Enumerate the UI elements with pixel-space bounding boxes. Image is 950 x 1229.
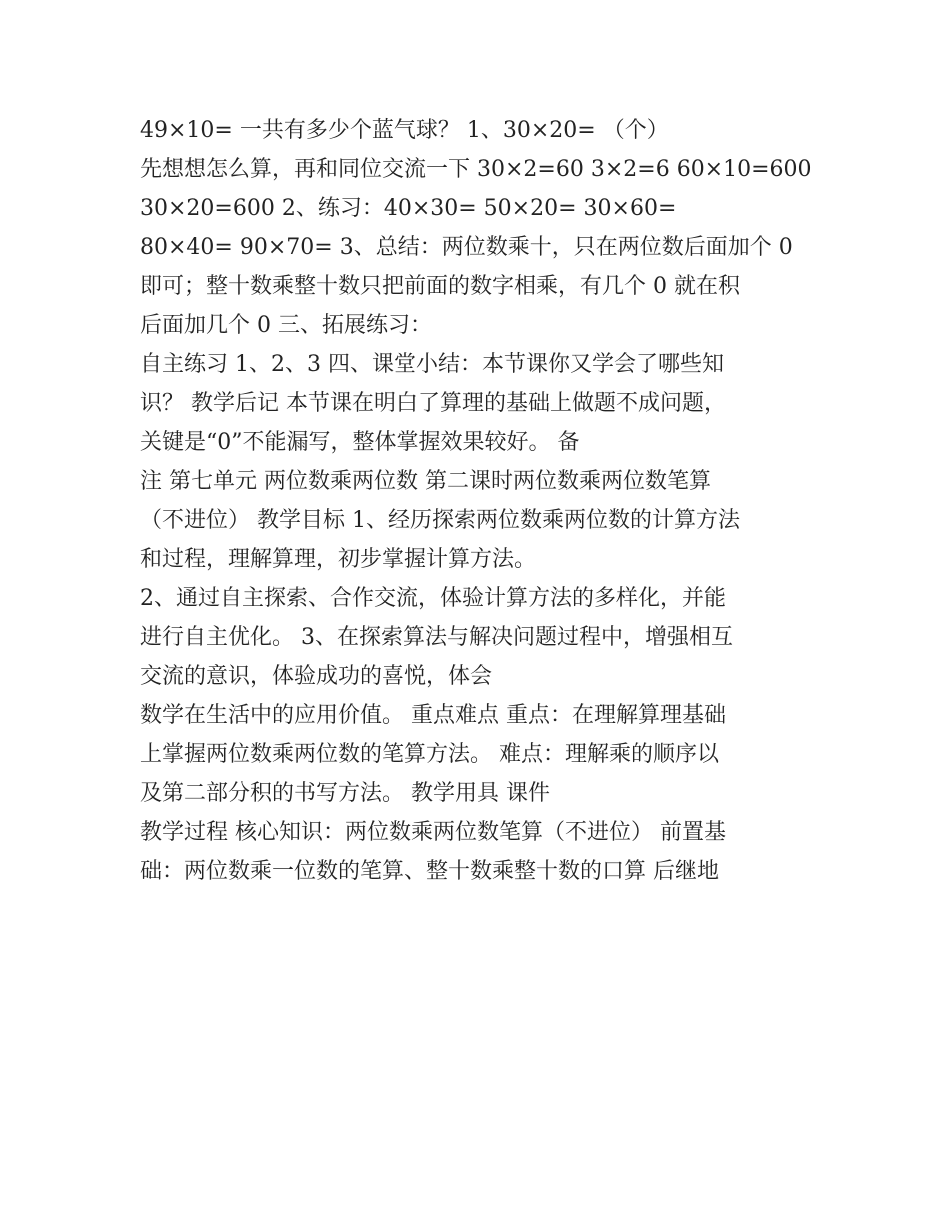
text-line-15: 交流的意识，体验成功的喜悦，体会: [140, 664, 493, 689]
text-line-3: 30×20=600 2、练习：40×30= 50×20= 30×60=: [140, 196, 677, 221]
text-line-17: 上掌握两位数乘两位数的笔算方法。 难点：理解乘的顺序以: [140, 742, 719, 767]
text-line-10: 注 第七单元 两位数乘两位数 第二课时两位数乘两位数笔算: [140, 469, 711, 494]
text-line-1: 49×10= 一共有多少个蓝气球？ 1、30×20= （个）: [140, 118, 669, 143]
text-line-6: 后面加几个 0 三、拓展练习：: [140, 313, 432, 338]
text-line-13: 2、通过自主探索、合作交流，体验计算方法的多样化，并能: [140, 586, 726, 611]
text-line-14: 进行自主优化。 3、在探索算法与解决问题过程中，增强相互: [140, 625, 733, 650]
text-line-11: （不进位） 教学目标 1、经历探索两位数乘两位数的计算方法: [140, 508, 740, 533]
text-line-20: 础：两位数乘一位数的笔算、整十数乘整十数的口算 后继地: [140, 859, 719, 884]
text-line-5: 即可；整十数乘整十数只把前面的数字相乘，有几个 0 就在积: [140, 274, 740, 299]
text-line-4: 80×40= 90×70= 3、总结：两位数乘十，只在两位数后面加个 0: [140, 235, 793, 260]
text-line-8: 识？ 教学后记 本节课在明白了算理的基础上做题不成问题，: [140, 391, 726, 416]
text-line-12: 和过程，理解算理，初步掌握计算方法。: [140, 547, 537, 572]
text-line-18: 及第二部分积的书写方法。 教学用具 课件: [140, 781, 550, 806]
text-line-19: 教学过程 核心知识：两位数乘两位数笔算（不进位） 前置基: [140, 820, 726, 845]
document-body: [140, 111, 840, 891]
text-line-9: 关键是“0”不能漏写，整体掌握效果较好。 备: [140, 430, 580, 455]
text-line-16: 数学在生活中的应用价值。 重点难点 重点：在理解算理基础: [140, 703, 726, 728]
text-line-7: 自主练习 1、2、3 四、课堂小结：本节课你又学会了哪些知: [140, 352, 724, 377]
text-line-2: 先想想怎么算，再和同位交流一下 30×2=60 3×2=6 60×10=600: [140, 157, 812, 182]
